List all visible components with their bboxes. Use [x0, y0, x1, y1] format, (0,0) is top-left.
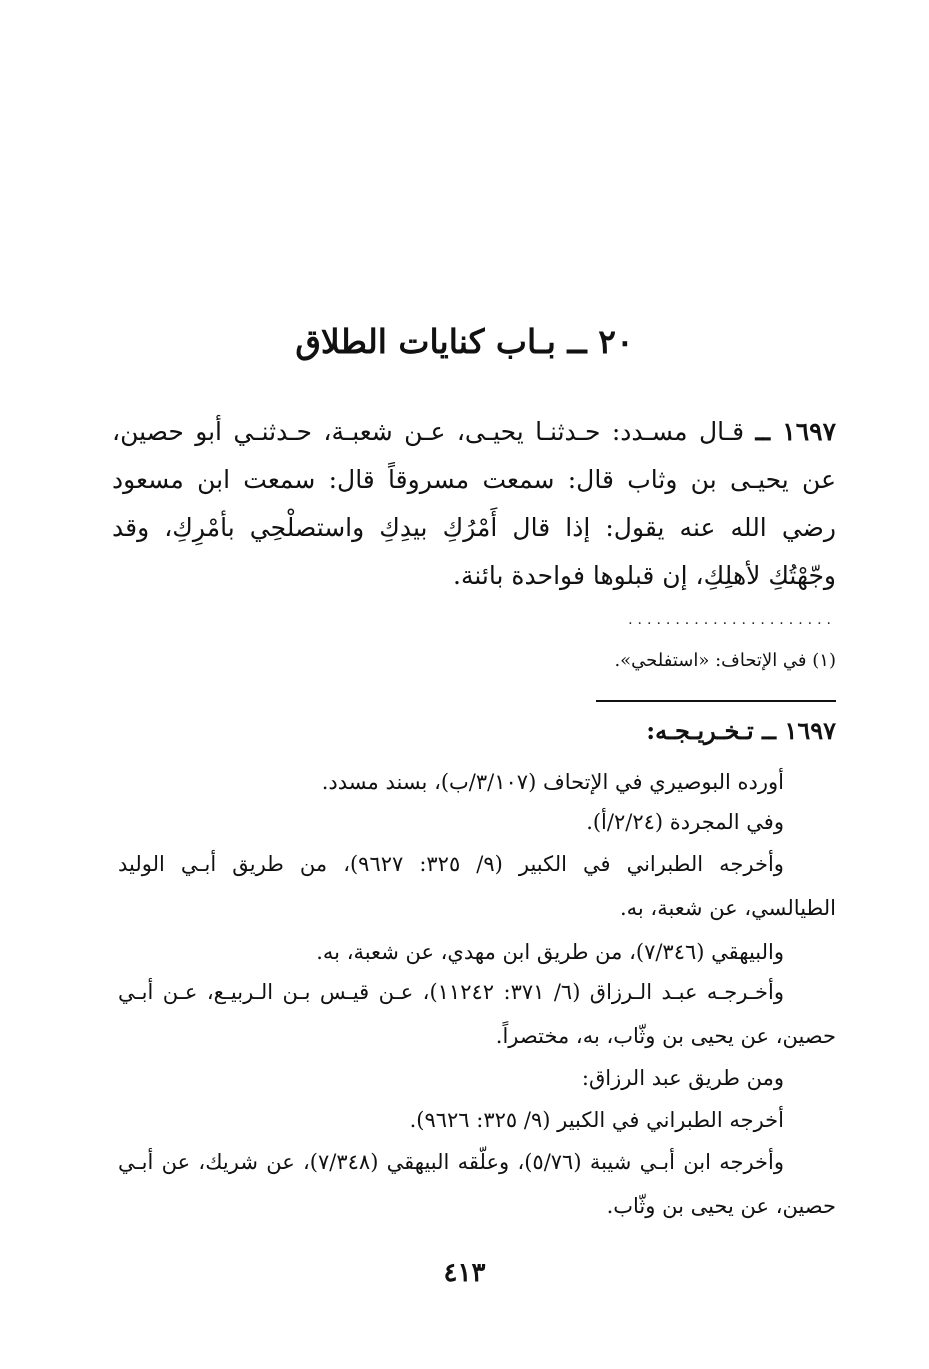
takhrij-paragraph: ومن طريق عبد الرزاق: — [581, 1066, 784, 1090]
footnote-rule — [596, 700, 836, 702]
takhrij-paragraph: وأخرجه ابن أبـي شيبة (٥/٧٦)، وعلّقه البيهقي (٧/٣٤٨)، عن شريك، عن أبـي حصين، عن يحيى بن وثّاب. — [118, 1150, 836, 1218]
takhrij-paragraph: أورده البوصيري في الإتحاف (٣/١٠٧/ب)، بسند مسدد. — [321, 770, 784, 794]
page-number: ٤١٣ — [443, 1258, 486, 1288]
separator-dots: ...................... — [628, 612, 836, 628]
takhrij-paragraph: وفي المجردة (٢/٢٤/أ). — [586, 810, 784, 834]
takhrij-paragraph: أخرجه الطبراني في الكبير (٩/ ٣٢٥: ٩٦٢٦). — [409, 1108, 784, 1132]
takhrij-paragraph: والبيهقي (٧/٣٤٦)، من طريق ابن مهدي، عن شعبة، به. — [316, 940, 784, 964]
hadith-body: قـال مسـدد: حـدثنـا يحيـى، عـن شعبـة، حـدثنـي أبو حصين، عن يحيـى بن وثاب قال: سمعت مسروقاً قال: سمعت ابن مسعود رضي الله عنه يقول: إذا قال أَمْرُكِ بيدِكِ واستصلْحِي بأمْرِكِ، وقد وجّهْتُكِ لأهلِكِ، إن قبلوها فواحدة بائنة. — [112, 417, 836, 590]
chapter-title: ٢٠ ــ بـاب كنايات الطلاق — [295, 322, 634, 362]
takhrij-paragraph: وأخرجه الطبراني في الكبير (٩/ ٣٢٥: ٩٦٢٧)، من طريق أبـي الوليد الطيالسي، عن شعبة، به. — [118, 852, 836, 920]
takhrij-heading: ١٦٩٧ ــ تـخـريـجـه: — [646, 716, 836, 745]
takhrij-paragraph: وأخـرجـه عبـد الـرزاق (٦/ ٣٧١: ١١٢٤٢)، عـن قيـس بـن الـربيـع، عـن أبـي حصين، عن يحيى بن وثّاب، به، مختصراً. — [118, 980, 836, 1048]
hadith-text — [112, 408, 836, 600]
footnote: (١) في الإتحاف: «استفلحي». — [614, 650, 836, 671]
hadith-number: ١٦٩٧ ــ — [755, 417, 837, 446]
